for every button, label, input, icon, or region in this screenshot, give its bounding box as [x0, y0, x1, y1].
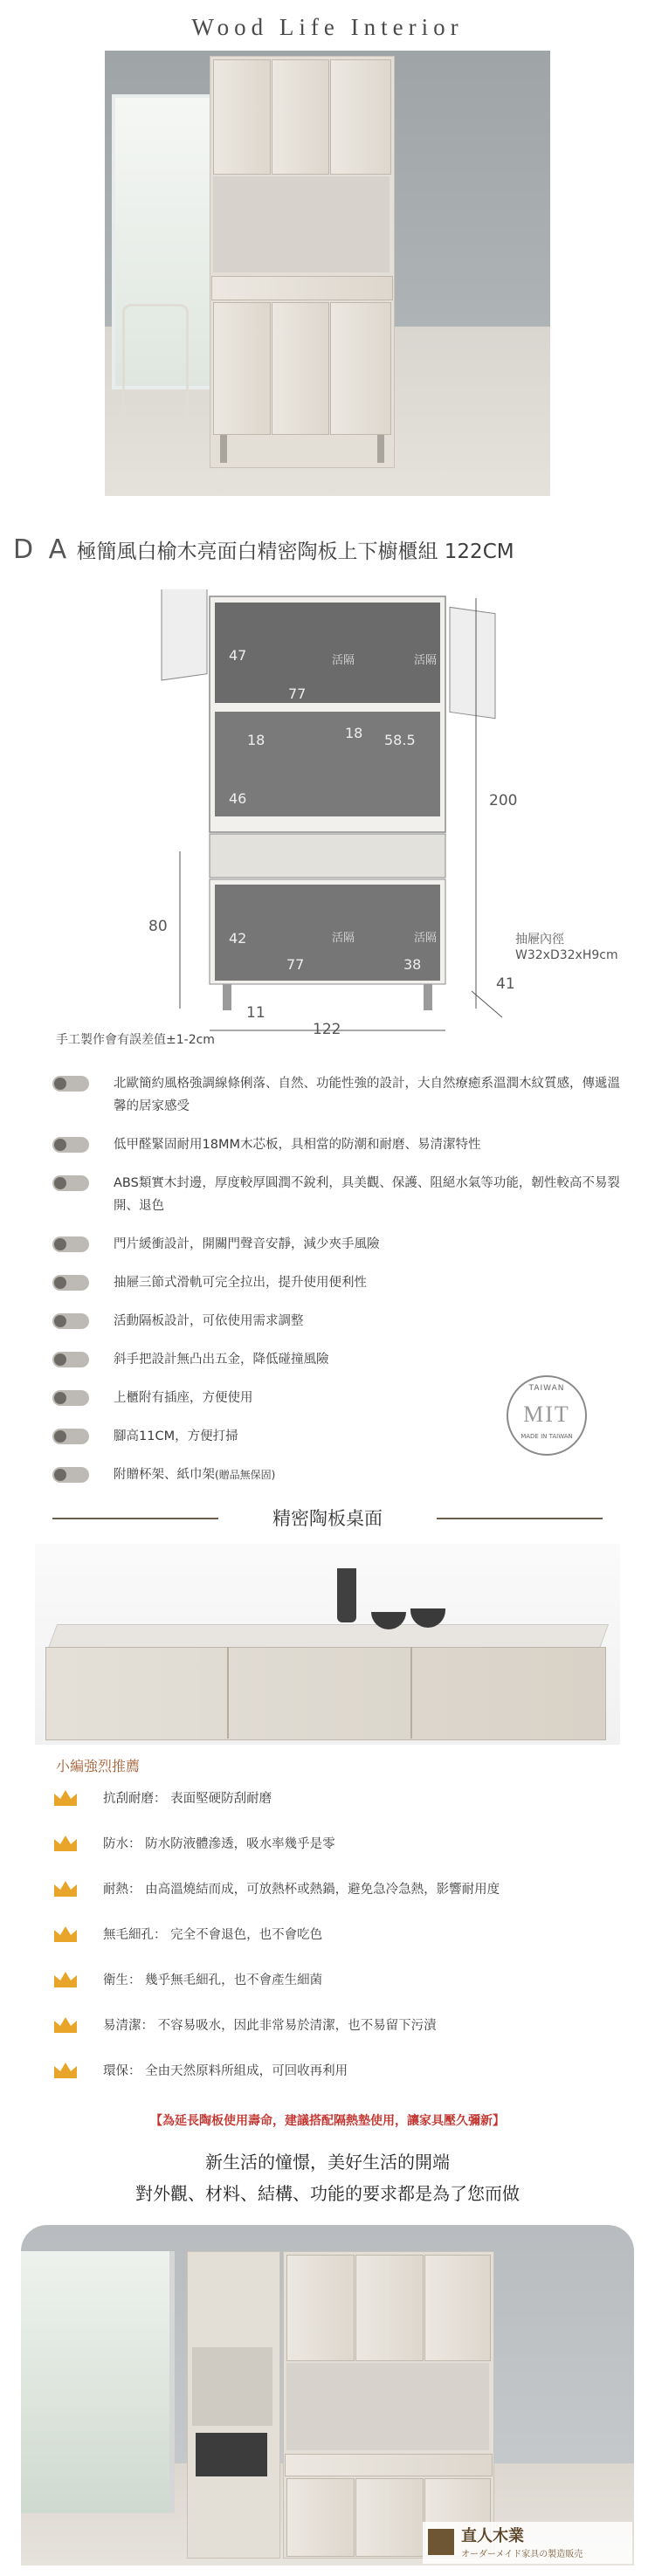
lower-door [355, 2478, 424, 2557]
drawer-inner-size [515, 932, 618, 963]
feature-item: 北歐簡約風格強調線條俐落、自然、功能性強的設計，大自然療癒系溫潤木紋質感，傳遞溫馨的居家感受 [52, 1072, 629, 1118]
feature-item: 抽屜三節式滑軌可完全拉出，提升使用便利性 [52, 1271, 629, 1294]
microwave-illustration [196, 2433, 267, 2476]
upper-door [213, 59, 271, 175]
label-lower-width: 77 [286, 956, 305, 973]
drawer-row [211, 276, 393, 300]
open-shelf [286, 2363, 489, 2450]
label-mid-height: 46 [229, 790, 247, 807]
toggle-icon [52, 1390, 89, 1406]
mit-top-text: TAIWAN [528, 1384, 565, 1393]
toggle-icon [52, 1275, 89, 1291]
lower-door [286, 2478, 355, 2557]
merit-item: 耐熱： 由高溫燒結而成，可放熱杯或熱鍋，避免急冷急熱，影響耐用度 [52, 1874, 629, 1919]
feature-item: 上櫃附有插座，方便使用 [52, 1387, 629, 1409]
feature-item: 斜手把設計無凸出五金，降低碰撞風險 [52, 1348, 629, 1371]
merit-item: 防水： 防水防液體滲透，吸水率幾乎是零 [52, 1829, 629, 1874]
toggle-icon [52, 1236, 89, 1252]
crown-icon [52, 1970, 79, 1989]
crown-icon [52, 2015, 79, 2035]
mit-bottom-text: MADE IN TAIWAN [521, 1433, 573, 1440]
label-mid-left-width: 18 [247, 732, 265, 748]
merit-item: 易清潔： 不容易吸水，因此非常易於清潔，也不易留下污漬 [52, 2010, 629, 2056]
label-mid-right-width: 58.5 [384, 732, 416, 748]
drawer-row [285, 2454, 493, 2476]
feature-item: 活動隔板設計，可依使用需求調整 [52, 1310, 629, 1333]
label-mid-gap: 18 [345, 725, 363, 741]
upper-door [355, 2255, 424, 2361]
chair-illustration [122, 304, 189, 423]
open-shelf [213, 176, 390, 272]
ceramic-warning: 【為延長陶板使用壽命，建議搭配隔熱墊使用，讓家具壓久彌新】 [150, 2114, 505, 2128]
hero-product-photo [105, 51, 550, 496]
slogan-line-1: 新生活的憧憬，美好生活的開端 [205, 2152, 450, 2173]
cabinet-line-drawing [0, 589, 655, 1043]
merit-item: 衛生： 幾乎無毛細孔，也不會產生細菌 [52, 1965, 629, 2010]
tolerance-note: 手工製作會有誤差值±1-2cm [56, 1033, 215, 1047]
mit-badge [507, 1375, 587, 1456]
dim-total-height: 200 [489, 792, 518, 809]
crown-icon [52, 1925, 79, 1944]
toggle-icon [52, 1313, 89, 1329]
lower-door [213, 302, 271, 435]
crown-icon [52, 1879, 79, 1898]
crown-icon [52, 2061, 79, 2080]
cabinet-leg [377, 435, 384, 463]
dim-lower-height: 80 [148, 918, 168, 935]
upper-door [272, 59, 329, 175]
lower-door [330, 302, 391, 435]
upper-door [424, 2255, 491, 2361]
dim-depth: 41 [496, 975, 515, 993]
crown-icon [52, 1834, 79, 1853]
countertop-slab [48, 1624, 609, 1649]
dimension-diagram [0, 589, 655, 1043]
logo-mark [428, 2529, 454, 2555]
merit-item: 無毛細孔： 完全不會退色，也不會吃色 [52, 1919, 629, 1965]
product-name: 極簡風白榆木亮面白精密陶板上下櫥櫃組 122CM [76, 541, 514, 563]
toggle-icon [52, 1352, 89, 1367]
section-title: 精密陶板桌面 [272, 1508, 383, 1529]
label-upper-width: 77 [288, 685, 307, 702]
brand-title: Wood Life Interior [191, 14, 464, 40]
mug-illustration [337, 1568, 356, 1622]
logo-name: 直人木業 [461, 2527, 524, 2545]
divider-left [52, 1518, 218, 1519]
dim-width: 122 [313, 1021, 341, 1038]
crown-icon [52, 1788, 79, 1808]
toggle-icon [52, 1076, 89, 1092]
recommend-title: 小編強烈推薦 [56, 1758, 141, 1774]
slogan-line-2: 對外觀、材料、結構、功能的要求都是為了您而做 [135, 2183, 520, 2204]
label-lower-shelf-2: 活隔 [414, 932, 438, 945]
drawer-label-line2: W32xD32xH9cm [515, 948, 618, 962]
feature-item: 低甲醛緊固耐用18MM木芯板，具相當的防潮和耐磨、易清潔特性 [52, 1133, 629, 1156]
toggle-icon [52, 1137, 89, 1153]
toggle-icon [52, 1467, 89, 1483]
section-heading [52, 1505, 603, 1531]
window-illustration [21, 2251, 175, 2513]
dim-leg-height: 11 [246, 1004, 265, 1022]
mit-center-text: MIT [523, 1402, 570, 1427]
upper-door [286, 2255, 355, 2361]
drawer-divider [227, 1647, 229, 1739]
toggle-icon [52, 1175, 89, 1191]
ceramic-countertop-photo [35, 1544, 620, 1745]
label-upper-shelf-1: 活隔 [332, 654, 355, 667]
logo-tagline: オーダーメイド家具の製造販売 [461, 2550, 583, 2559]
feature-item: ABS類實木封邊，厚度較厚圓潤不銳利，具美觀、保護、阻絕水氣等功能，韌性較高不易裂開、退色 [52, 1172, 629, 1217]
feature-item: 門片緩衝設計，開關門聲音安靜，減少夾手風險 [52, 1233, 629, 1256]
brand-logo [423, 2522, 632, 2564]
product-prefix: D A [13, 534, 71, 565]
counter-front [45, 1647, 606, 1740]
lower-door [272, 302, 329, 435]
product-title [13, 534, 642, 565]
label-lower-right-width: 38 [403, 956, 422, 973]
divider-right [437, 1518, 603, 1519]
upper-door [330, 59, 391, 175]
feature-item: 附贈杯架、紙巾架(贈品無保固) [52, 1464, 629, 1486]
feature-item: 腳高11CM，方便打掃 [52, 1425, 629, 1448]
merit-item: 抗刮耐磨： 表面堅硬防刮耐磨 [52, 1783, 629, 1829]
room-scene-photo [21, 2225, 634, 2566]
drawer-divider [410, 1647, 412, 1739]
merit-item: 環保： 全由天然原料所組成，可回收再利用 [52, 2056, 629, 2101]
label-upper-shelf-2: 活隔 [414, 654, 438, 667]
appliance-shelf [192, 2347, 272, 2426]
label-lower-left-height: 42 [229, 930, 247, 947]
label-upper-left-height: 47 [229, 647, 247, 664]
label-lower-shelf-1: 活隔 [332, 932, 355, 945]
toggle-icon [52, 1429, 89, 1444]
drawer-label-line1: 抽屜內徑 [515, 933, 564, 947]
merit-list [52, 1783, 629, 2101]
cabinet-leg [220, 435, 227, 463]
